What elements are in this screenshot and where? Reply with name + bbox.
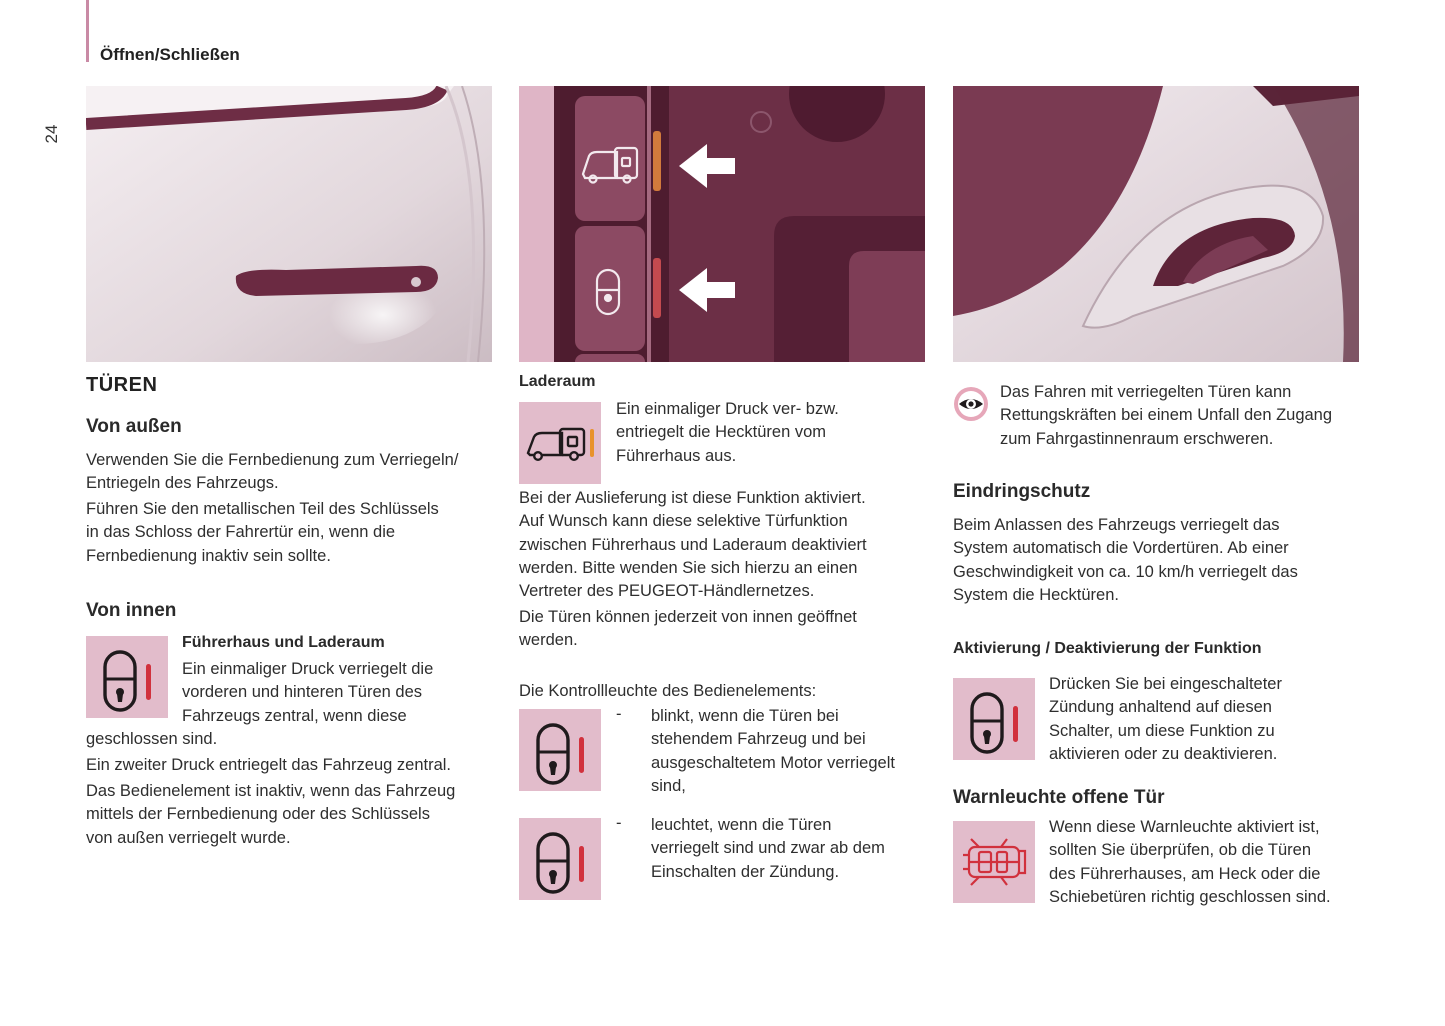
list-bullet: - [616,814,622,832]
text-line: blinkt, wenn die Türen bei [651,707,839,725]
open-door-warning-paragraph [1049,816,1369,909]
door-lock-button-icon [953,678,1035,760]
interior-door-handle-photo [953,86,1359,362]
text-line: verriegelt sind und zwar ab dem [651,839,885,858]
van-lock-button-icon [519,402,601,484]
door-lock-button-icon [519,818,601,900]
text-line: Schalter, um diese Funktion zu [1049,721,1275,740]
outside-paragraph-1 [86,449,496,496]
section-rule [86,0,89,62]
page-number: 24 [42,124,61,144]
cargo-heading: Laderaum [519,373,596,390]
outside-paragraph-2 [86,498,496,568]
text-line: geschlossen sind. [86,730,218,748]
door-lock-button-icon [86,636,168,718]
text-line: zum Fahrgastinnenraum erschweren. [1000,429,1274,448]
inside-heading: Von innen [86,600,177,621]
text-line: Auf Wunsch kann diese selektive Türfunktion [519,512,848,531]
text-line: Verwenden Sie die Fernbedienung zum Verriegeln/ [86,451,459,469]
indicator-item-blinking [651,705,931,798]
text-line: sind, [651,776,686,795]
inside-paragraph-3 [86,780,496,850]
text-line: stehendem Fahrzeug und bei [651,730,866,749]
cargo-paragraph-2 [519,606,929,653]
outside-heading: Von außen [86,416,182,437]
locked-doors-warning [1000,381,1370,451]
text-line: werden. Bitte wenden Sie sich hierzu an einen [519,558,858,577]
text-line: Rettungskräften bei einem Unfall den Zugang [1000,406,1333,425]
text-line: ausgeschaltetem Motor verriegelt [651,753,895,772]
text-line: Wenn diese Warnleuchte aktiviert ist, [1049,818,1320,836]
text-line: in das Schloss der Fahrertür ein, wenn die [86,523,396,542]
dashboard-buttons-photo [519,86,925,362]
indicator-item-lit [651,814,931,884]
cab-and-cargo-subheading: Führerhaus und Laderaum [182,634,385,651]
cargo-intro [616,398,916,468]
text-line: Das Fahren mit verriegelten Türen kann [1000,383,1292,401]
text-line: Geschwindigkeit von ca. 10 km/h verriegelt das [953,562,1298,581]
text-line: leuchtet, wenn die Türen [651,816,832,834]
open-door-warning-icon [953,821,1035,903]
text-line: Das Bedienelement ist inaktiv, wenn das Fahrzeug [86,782,456,800]
indicator-intro: Die Kontrollleuchte des Bedienelements: [519,682,817,700]
inside-paragraph-1-end [86,728,496,751]
section-title: Öffnen/Schließen [100,45,240,64]
text-line: werden. [519,631,578,650]
door-lock-button-icon [519,709,601,791]
text-line: Ein einmaliger Druck ver- bzw. [616,400,839,418]
text-line: Führen Sie den metallischen Teil des Schlüssels [86,500,439,518]
text-line: Fahrzeugs zentral, wenn diese [182,706,407,725]
text-line: des Führerhauses, am Heck oder die [1049,864,1321,883]
eye-warning-icon [953,386,989,422]
text-line: Ein einmaliger Druck verriegelt die [182,660,434,678]
inside-paragraph-2: Ein zweiter Druck entriegelt das Fahrzeug zentral. [86,756,451,774]
exterior-door-handle-photo [86,86,492,362]
text-line: Die Türen können jederzeit von innen geöffnet [519,608,857,626]
text-line: Drücken Sie bei eingeschalteter [1049,675,1282,693]
doors-heading: TÜREN [86,374,158,396]
text-line: mittels der Fernbedienung oder des Schlüssels [86,805,430,824]
text-line: Führerhaus aus. [616,446,737,465]
open-door-warning-heading: Warnleuchte offene Tür [953,787,1165,808]
text-line: Beim Anlassen des Fahrzeugs verriegelt das [953,516,1280,534]
activation-heading: Aktivierung / Deaktivierung der Funktion [953,640,1262,657]
text-line: System die Hecktüren. [953,585,1119,604]
text-line: Fernbedienung inaktiv sein sollte. [86,546,331,565]
text-line: Schiebetüren richtig geschlossen sind. [1049,887,1331,906]
text-line: System automatisch die Vordertüren. Ab einer [953,539,1289,558]
text-line: Einschalten der Zündung. [651,862,840,881]
list-bullet: - [616,705,622,723]
text-line: vorderen und hinteren Türen des [182,683,423,702]
activation-paragraph [1049,673,1369,766]
cargo-paragraph-1 [519,487,929,603]
text-line: Entriegeln des Fahrzeugs. [86,474,279,493]
intrusion-paragraph [953,514,1363,607]
text-line: von außen verriegelt wurde. [86,828,291,847]
text-line: entriegelt die Hecktüren vom [616,423,827,442]
text-line: Bei der Auslieferung ist diese Funktion aktiviert. [519,489,866,507]
text-line: aktivieren oder zu deaktivieren. [1049,744,1278,763]
text-line: Zündung anhaltend auf diesen [1049,698,1272,717]
text-line: sollten Sie überprüfen, ob die Türen [1049,841,1312,860]
intrusion-heading: Eindringschutz [953,481,1091,502]
text-line: Vertreter des PEUGEOT-Händlernetzes. [519,582,815,601]
inside-paragraph-1 [182,658,492,728]
text-line: zwischen Führerhaus und Laderaum deaktiviert [519,535,867,554]
